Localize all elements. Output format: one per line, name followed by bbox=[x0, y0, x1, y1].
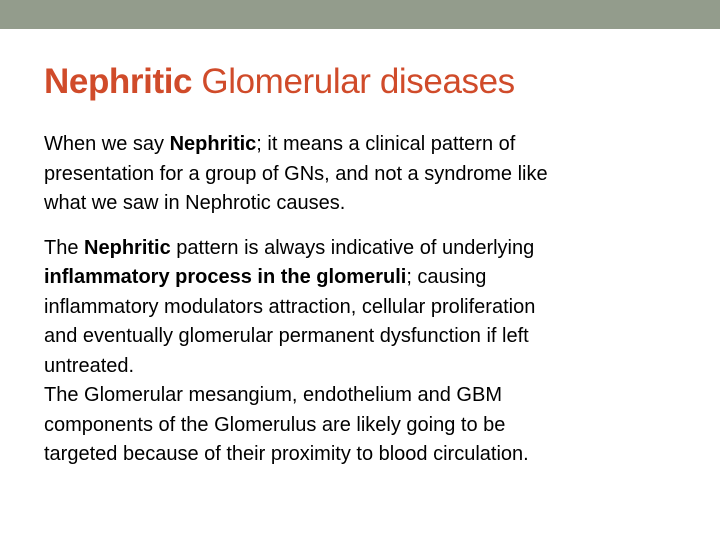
text-line: The Glomerular mesangium, endothelium and GBM bbox=[44, 384, 502, 406]
text-line bbox=[44, 130, 694, 160]
bold-phrase: inflammatory process in the glomeruli bbox=[44, 266, 407, 288]
text-run: pattern is always indicative of underlying bbox=[170, 236, 535, 259]
text-line: and eventually glomerular permanent dysfunction if left bbox=[44, 325, 529, 347]
text-line: untreated. bbox=[44, 354, 135, 377]
bold-term: Nephritic bbox=[169, 133, 257, 155]
bold-term: Nephritic bbox=[84, 236, 171, 259]
slide-title bbox=[44, 62, 515, 102]
text-line: targeted because of their proximity to blood circulation. bbox=[44, 443, 529, 465]
top-accent-bar bbox=[0, 0, 720, 29]
text-line bbox=[44, 234, 694, 264]
paragraph-definition bbox=[44, 130, 694, 219]
text-run: When we say bbox=[44, 133, 170, 155]
text-line: inflammatory modulators attraction, cellular proliferation bbox=[44, 295, 536, 318]
text-line bbox=[44, 263, 694, 293]
text-line: presentation for a group of GNs, and not a syndrome like bbox=[44, 162, 548, 185]
text-line: what we saw in Nephrotic causes. bbox=[44, 192, 346, 214]
text-run: ; causing bbox=[406, 266, 487, 288]
slide-body bbox=[44, 130, 694, 470]
text-run: ; it means a clinical pattern of bbox=[256, 133, 516, 155]
paragraph-inflammation bbox=[44, 234, 694, 382]
text-run: The bbox=[44, 236, 85, 259]
paragraph-targets bbox=[44, 381, 694, 470]
slide-title-emphasis: Nephritic bbox=[44, 62, 193, 101]
text-line: components of the Glomerulus are likely going to be bbox=[44, 413, 506, 436]
slide-title-rest: Glomerular diseases bbox=[192, 62, 515, 101]
